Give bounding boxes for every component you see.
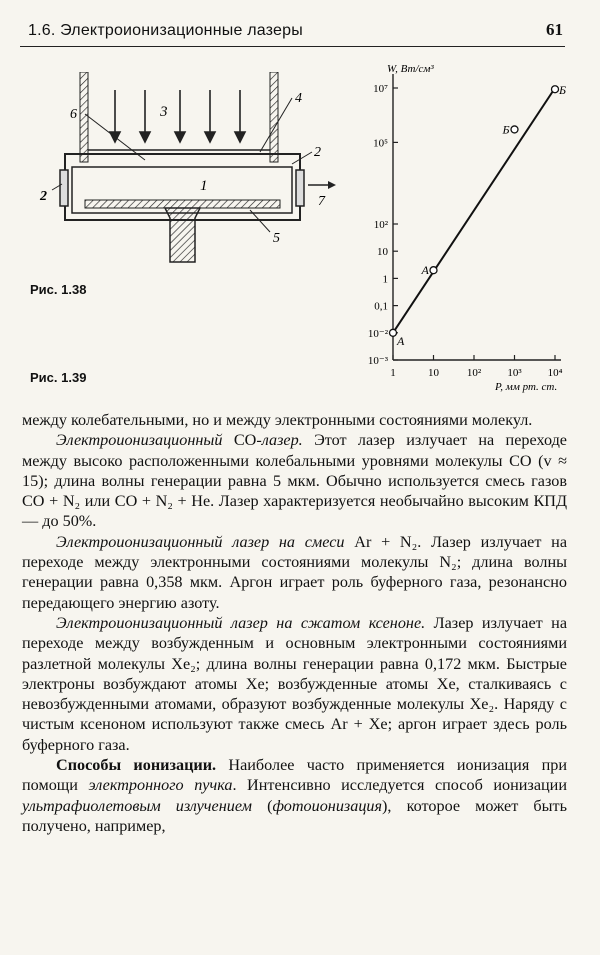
figure-1-39-chart <box>355 60 585 395</box>
label-2-left: 2 <box>40 189 47 204</box>
point-label: Б <box>502 122 510 137</box>
figure-1-38 <box>30 72 350 272</box>
y-tick-label: 10⁻² <box>367 327 388 340</box>
page-header <box>20 18 565 47</box>
label-7: 7 <box>318 194 325 209</box>
mirror-left <box>60 170 68 206</box>
x-tick-label: 10³ <box>507 367 522 379</box>
point-label: A <box>397 333 405 348</box>
paragraph-ar-n2-laser: Электроионизационный лазер на смеси Ar + N₂. Лазер излучает на переходе между электронными состояниями молекулы N₂; длина волны генерации равна 0,358 мкм. Аргон играет роль буферного газа, резонансно передающего энергию азоту. <box>22 532 568 612</box>
y-tick-label: 10⁷ <box>373 83 388 95</box>
x-tick-label: 10 <box>428 367 439 379</box>
gun-wall-right <box>270 72 278 162</box>
x-tick-label: 10² <box>466 367 482 379</box>
figure-1-38-caption: Рис. 1.38 <box>30 282 87 297</box>
figure-1-39-caption: Рис. 1.39 <box>30 370 87 385</box>
paragraph-co-laser: Электроионизационный СО-лазер. Этот лазер излучает на переходе между высоко расположенными колебальными уровнями молекулы СО (v ≈ 15); длина волны генерации равна 5 мкм. Обычно используется смесь газов СО + N₂ или СО + N₂ + Не. Лазер характеризуется необычайно высоким КПД — до 50%. <box>22 431 567 531</box>
label-5: 5 <box>273 231 280 246</box>
y-tick-label: 0,1 <box>374 300 388 313</box>
label-3: 3 <box>160 104 168 120</box>
y-tick-label: 10 <box>377 246 388 259</box>
electrode-support <box>165 208 200 262</box>
y-tick-label: 10⁵ <box>373 137 388 150</box>
label-2-right: 2 <box>314 145 321 160</box>
y-tick-label: 10² <box>373 219 388 231</box>
label-1: 1 <box>200 178 208 194</box>
label-6: 6 <box>70 107 77 122</box>
x-tick-label: 10⁴ <box>547 367 563 379</box>
paragraph-ionization: Способы ионизации. Наиболее часто применяется ионизация при помощи электронного пучка. Интенсивно исследуется способ ионизации ультрафиолетовым излучением (фотоионизация), которое может быть получено, например, <box>22 756 567 835</box>
trend-line <box>393 88 555 333</box>
section-title: 1.6. Электроионизационные лазеры <box>28 22 303 39</box>
electron-beam-arrows <box>110 90 245 142</box>
paragraph-0: между колебательными, но и между электронными состояниями молекул. <box>22 411 533 429</box>
electrode <box>85 200 280 208</box>
label-4: 4 <box>295 91 302 106</box>
point-label: A <box>421 263 429 278</box>
data-point <box>430 267 437 274</box>
gun-wall-left <box>80 72 88 162</box>
y-axis-label: W, Вт/см³ <box>387 63 434 75</box>
body-text <box>22 410 567 836</box>
data-point <box>552 86 559 93</box>
data-point <box>511 126 518 133</box>
point-label: Б <box>559 83 567 98</box>
data-point <box>390 329 397 336</box>
x-tick-label: 1 <box>390 367 396 379</box>
y-tick-label: 1 <box>382 273 388 286</box>
page-number: 61 <box>546 20 563 39</box>
x-axis-label: P, мм рт. ст. <box>495 381 558 393</box>
y-tick-label: 10⁻³ <box>367 355 388 367</box>
paragraph-xenon-laser: Электроионизационный лазер на сжатом ксеноне. Лазер излучает на переходе между возбужденным и основным электронными состояниями разлетной молекулы Xe₂; длина волны генерации равна 0,172 мкм. Быстрые электроны возбуждают атомы Xe; возбужденные атомы Xe, сталкиваясь с невозбужденными атомами, образуют возбужденные молекулы Xe₂. Наряду с чистым ксеноном используют также смесь Ar + Xe; аргон играет здесь роль буферного газа. <box>22 613 568 754</box>
mirror-right <box>296 170 304 206</box>
